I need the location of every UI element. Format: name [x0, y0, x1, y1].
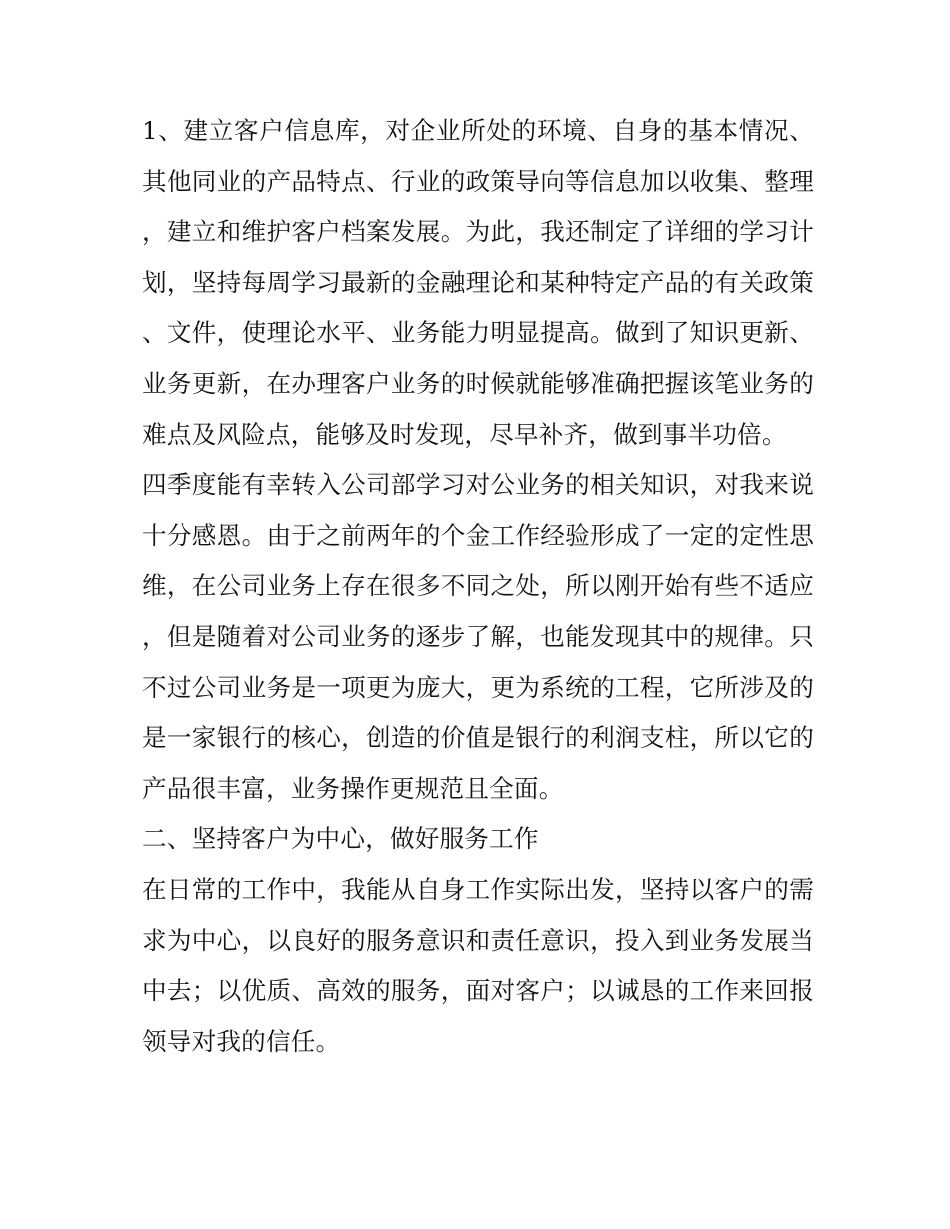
paragraph-client-database: 1、建立客户信息库，对企业所处的环境、自身的基本情况、其他同业的产品特点、行业的政策导向等信息加以收集、整理，建立和维护客户档案发展。为此，我还制定了详细的学习计划，坚持每周学习最新的金融理论和某种特定产品的有关政策、文件，使理论水平、业务能力明显提高。做到了知识更新、业务更新，在办理客户业务的时候就能够准确把握该笔业务的难点及风险点，能够及时发现，尽早补齐，做到事半功倍。	[142, 116, 814, 449]
document-body	[142, 106, 814, 1067]
section-heading-client-service: 二、坚持客户为中心，做好服务工作	[142, 824, 539, 854]
paragraph-corporate-transfer: 四季度能有幸转入公司部学习对公业务的相关知识，对我来说十分感恩。由于之前两年的个金工作经验形成了一定的定性思维，在公司业务上存在很多不同之处，所以刚开始有些不适应，但是随着对公司业务的逐步了解，也能发现其中的规律。只不过公司业务是一项更为庞大，更为系统的工程，它所涉及的是一家银行的核心，创造的价值是银行的利润支柱，所以它的产品很丰富，业务操作更规范且全面。	[142, 470, 814, 803]
paragraph-daily-work: 在日常的工作中，我能从自身工作实际出发，坚持以客户的需求为中心，以良好的服务意识和责任意识，投入到业务发展当中去；以优质、高效的服务，面对客户；以诚恳的工作来回报领导对我的信任。	[142, 874, 814, 1056]
